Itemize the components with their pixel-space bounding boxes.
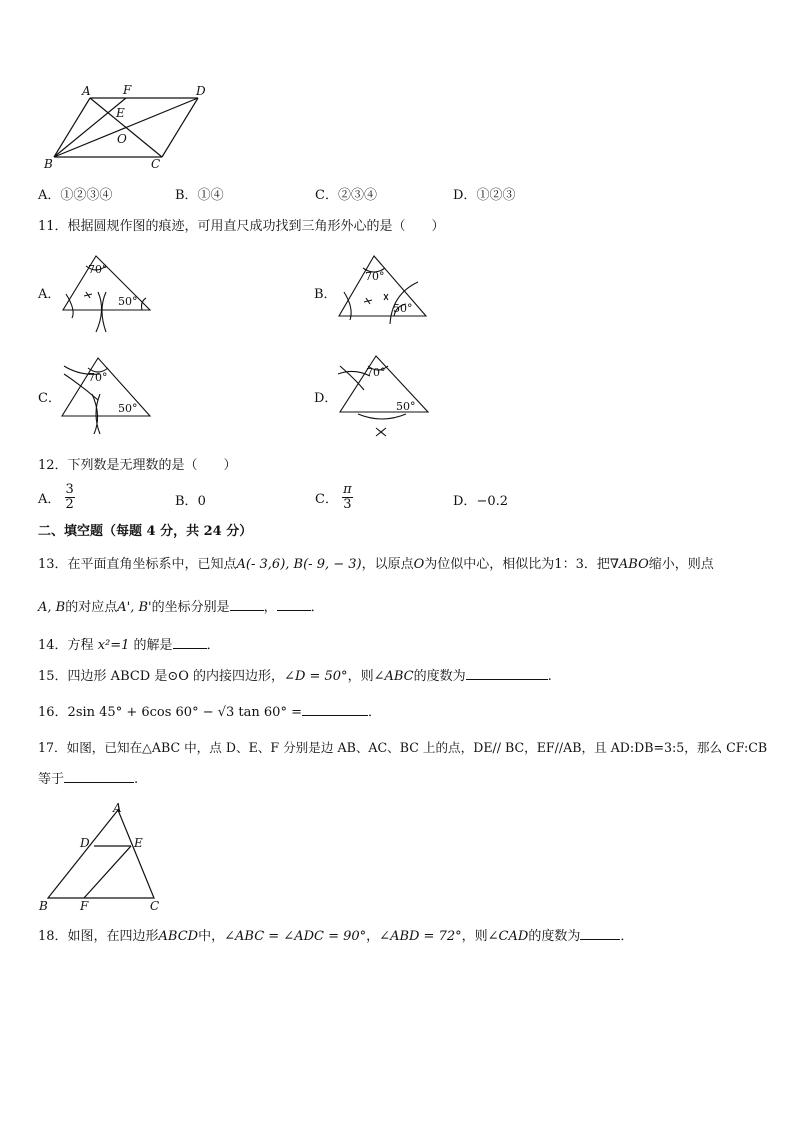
q10-label-b: B [44, 157, 53, 171]
q11-c-angle-right: 50° [118, 402, 138, 415]
q10-label-a: A [82, 84, 91, 98]
q15-line: 15．四边形 ABCD 是⊙O 的内接四边形，∠D = 50°，则∠ABC的度数为 . [38, 669, 552, 684]
q15-answer-blank[interactable] [466, 667, 548, 680]
q14-line: 14．方程 x²=1 的解是 ． [38, 638, 220, 653]
q11-option-d-figure[interactable] [336, 352, 436, 440]
q17-triangle-figure [36, 800, 166, 916]
q11-option-c-letter[interactable]: C． [38, 391, 61, 406]
q10-label-f: F [123, 83, 132, 97]
q11-a-angle-right: 50° [118, 295, 138, 308]
q10-option-d[interactable]: D．①②③ [453, 188, 516, 203]
q14-answer-blank[interactable] [173, 636, 207, 649]
q11-option-a-figure[interactable] [58, 252, 158, 334]
q12-stem: 12．下列数是无理数的是（ ） [38, 458, 237, 473]
q11-option-b-figure[interactable] [336, 252, 436, 334]
q13-answer-blank-1[interactable] [230, 598, 264, 611]
q11-a-angle-top: 70° [88, 263, 108, 276]
q10-label-d: D [196, 84, 206, 98]
q13-line1: 13．在平面直角坐标系中，已知点A(- 3,6), B(- 9, − 3)，以原点O为位似中心，相似比为1：3．把∇ABO缩小，则点 [38, 557, 714, 572]
q11-d-angle-top: 70° [366, 366, 386, 379]
q17-label-a: A [113, 801, 122, 815]
q12-a-numerator: 3 [65, 482, 74, 497]
q12-a-denominator: 2 [65, 497, 74, 512]
q10-label-o: O [117, 132, 127, 146]
q17-label-e: E [134, 836, 143, 850]
q10-label-c: C [151, 157, 161, 171]
q10-option-c[interactable]: C．②③④ [315, 188, 377, 203]
q11-c-angle-top: 70° [88, 371, 108, 384]
q11-b-angle-right: 50° [393, 302, 413, 315]
q13-line2: A, B的对应点A', B'的坐标分别是 ， ． [38, 600, 324, 615]
q10-option-a[interactable]: A．①②③④ [38, 188, 113, 203]
q13-answer-blank-2[interactable] [277, 598, 311, 611]
q16-line: 16．2sin 45° + 6cos 60° − √3 tan 60° = ． [38, 705, 381, 720]
q12-option-d[interactable]: D．−0.2 [453, 494, 509, 509]
q12-c-denominator: 3 [343, 497, 352, 512]
q17-label-d: D [80, 836, 90, 850]
q18-line: 18．如图，在四边形ABCD中，∠ABC = ∠ADC = 90°，∠ABD = 72°，则∠CAD的度数为 ． [38, 929, 634, 944]
q10-parallelogram-figure [38, 80, 218, 176]
q16-answer-blank[interactable] [302, 703, 368, 716]
q11-option-b-letter[interactable]: B． [314, 287, 337, 302]
section-heading-fill-in: 二、填空题（每题 4 分，共 24 分） [38, 524, 253, 539]
q10-option-b[interactable]: B．①④ [175, 188, 224, 203]
q11-option-c-figure[interactable] [58, 354, 158, 438]
q11-option-d-letter[interactable]: D． [314, 391, 338, 406]
q18-answer-blank[interactable] [580, 927, 620, 940]
q17-line2: 等于 . [38, 772, 139, 787]
q10-label-e: E [116, 106, 125, 120]
q17-label-c: C [150, 899, 160, 913]
q11-option-a-letter[interactable]: A． [38, 287, 61, 302]
q12-c-numerator: π [343, 482, 352, 497]
q12-option-c[interactable]: C． $\frac{\pi}{3}$ [315, 482, 352, 512]
q17-answer-blank[interactable] [64, 770, 134, 783]
q11-d-angle-right: 50° [396, 400, 416, 413]
q11-stem: 11．根据圆规作图的痕迹，可用直尺成功找到三角形外心的是（ ） [38, 219, 445, 234]
q17-label-b: B [39, 899, 48, 913]
q12-option-a[interactable]: A． $\frac{3}{2}$ [38, 482, 74, 512]
q17-label-f: F [80, 899, 89, 913]
q12-option-b[interactable]: B．0 [175, 494, 206, 509]
q17-line1: 17．如图，已知在△ABC 中，点 D、E、F 分别是边 AB、AC、BC 上的点，DE// BC，EF//AB，且 AD:DB=3:5，那么 CF:CB [38, 740, 768, 755]
q11-b-angle-top: 70° [365, 270, 385, 283]
